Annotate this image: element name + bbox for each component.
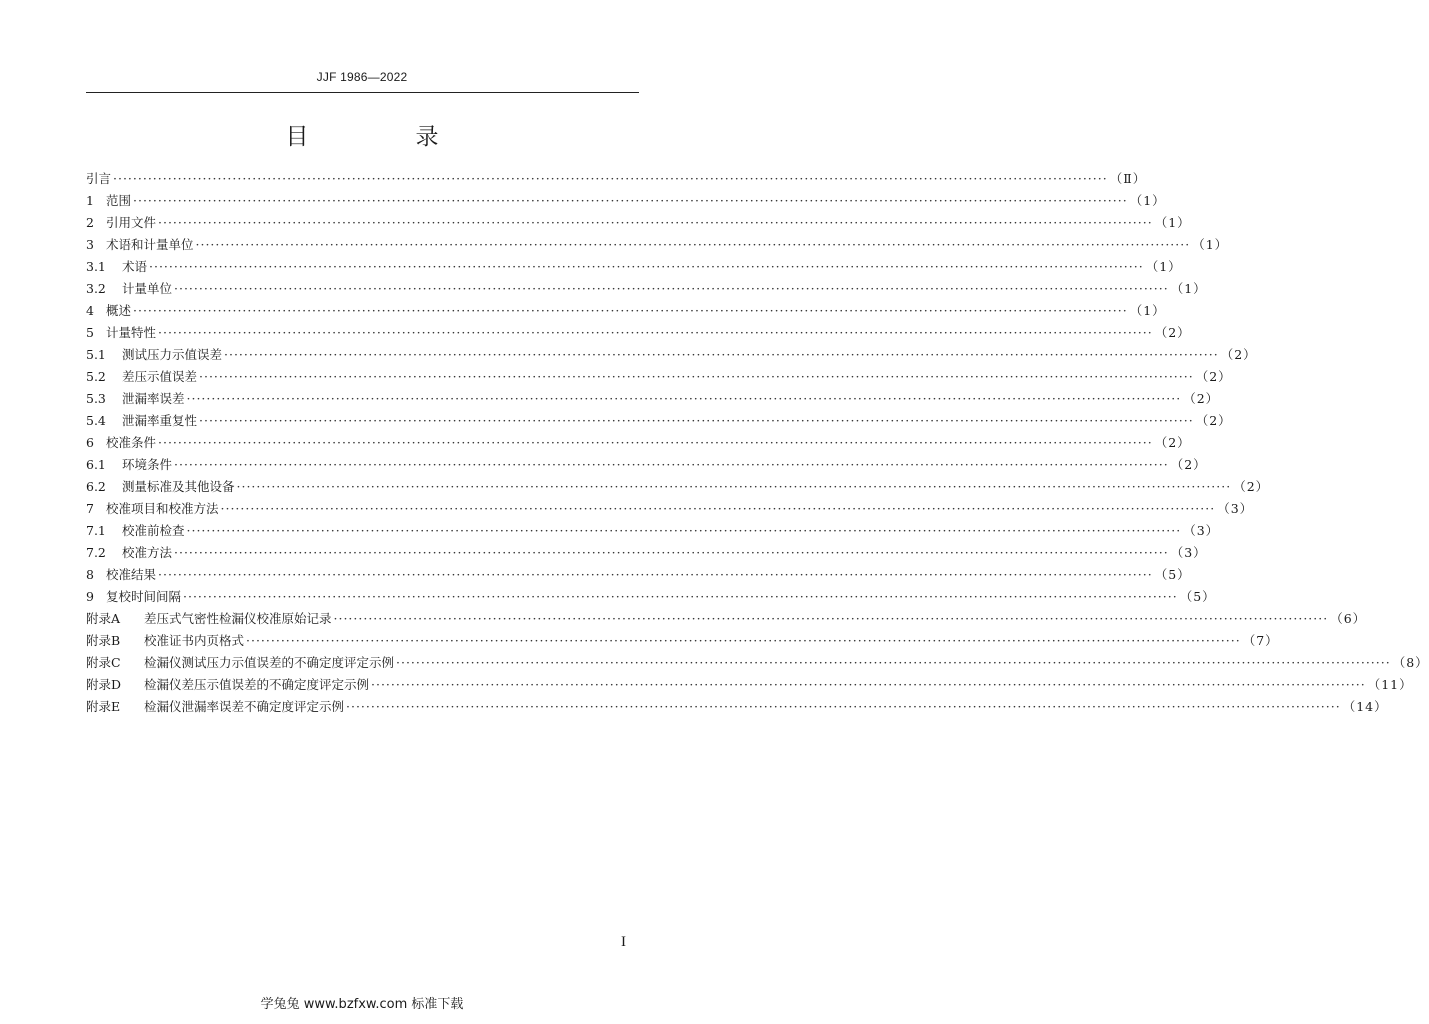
toc-entry[interactable] xyxy=(86,542,1207,564)
toc-entry-title: 差压式气密性检漏仪校准原始记录 xyxy=(144,611,332,626)
toc-entry-number: 3.1 xyxy=(86,259,106,274)
toc-dot-leader: ········································································································································································································ xyxy=(158,435,1153,450)
toc-entry-page: （3） xyxy=(1170,545,1207,560)
toc-entry-title: 检漏仪差压示值误差的不确定度评定示例 xyxy=(144,677,370,692)
toc-dot-leader: ········································································································································································································ xyxy=(186,391,1182,406)
toc-entry-number: 5.3 xyxy=(86,391,106,406)
toc-dot-leader: ········································································································································································································ xyxy=(195,237,1191,252)
toc-entry-title: 引言 xyxy=(86,171,112,186)
table-of-contents xyxy=(86,168,1429,718)
toc-entry-title: 检漏仪测试压力示值误差的不确定度评定示例 xyxy=(144,655,395,670)
toc-entry-number: 5.1 xyxy=(86,347,106,362)
toc-entry-page: （3） xyxy=(1217,501,1254,516)
toc-entry-page: （1） xyxy=(1129,303,1166,318)
toc-entry-title: 差压示值误差 xyxy=(122,369,198,384)
toc-dot-leader: ········································································································································································································ xyxy=(149,259,1144,274)
toc-entry-page: （1） xyxy=(1170,281,1207,296)
toc-dot-leader: ········································································································································································································ xyxy=(333,611,1329,626)
toc-entry-title: 复校时间间隔 xyxy=(106,589,182,604)
toc-entry-page: （Ⅱ） xyxy=(1109,171,1147,186)
toc-entry-number: 附录C xyxy=(86,655,121,670)
toc-entry-number: 附录B xyxy=(86,633,121,648)
toc-entry-title: 术语 xyxy=(122,259,148,274)
toc-dot-leader: ········································································································································································································ xyxy=(158,567,1153,582)
toc-dot-leader: ········································································································································································································ xyxy=(346,699,1341,714)
toc-entry-number: 附录D xyxy=(86,677,122,692)
toc-entry-number: 6.1 xyxy=(86,457,106,472)
toc-dot-leader: ········································································································································································································ xyxy=(174,545,1169,560)
toc-entry-number: 7.2 xyxy=(86,545,106,560)
toc-entry-number: 2 xyxy=(86,215,94,230)
page-number: I xyxy=(621,934,626,950)
toc-dot-leader: ········································································································································································································ xyxy=(133,193,1128,208)
toc-entry[interactable] xyxy=(86,300,1166,322)
toc-entry-page: （2） xyxy=(1154,435,1191,450)
toc-entry[interactable] xyxy=(86,190,1166,212)
page-title: 目 录 xyxy=(285,124,481,150)
toc-entry[interactable] xyxy=(86,234,1229,256)
toc-entry-title: 引用文件 xyxy=(106,215,157,230)
toc-entry-title: 校准证书内页格式 xyxy=(144,633,245,648)
toc-dot-leader: ········································································································································································································ xyxy=(133,303,1128,318)
toc-entry-page: （5） xyxy=(1179,589,1216,604)
toc-dot-leader: ········································································································································································································ xyxy=(158,325,1153,340)
toc-entry-page: （7） xyxy=(1242,633,1279,648)
toc-entry-title: 环境条件 xyxy=(122,457,173,472)
toc-entry[interactable] xyxy=(86,256,1182,278)
toc-entry-title: 泄漏率误差 xyxy=(122,391,185,406)
toc-entry[interactable] xyxy=(86,476,1270,498)
toc-entry[interactable] xyxy=(86,608,1367,630)
toc-entry[interactable] xyxy=(86,344,1257,366)
toc-entry-title: 校准方法 xyxy=(122,545,173,560)
toc-entry-page: （3） xyxy=(1183,523,1220,538)
toc-entry-page: （6） xyxy=(1330,611,1367,626)
toc-entry-page: （1） xyxy=(1145,259,1182,274)
toc-entry-title: 校准条件 xyxy=(106,435,157,450)
toc-entry[interactable] xyxy=(86,630,1279,652)
toc-entry[interactable] xyxy=(86,498,1254,520)
toc-entry[interactable] xyxy=(86,520,1220,542)
toc-entry-title: 概述 xyxy=(106,303,132,318)
toc-entry-page: （5） xyxy=(1154,567,1191,582)
toc-entry-number: 5.4 xyxy=(86,413,106,428)
toc-dot-leader: ········································································································································································································ xyxy=(158,215,1153,230)
toc-entry[interactable] xyxy=(86,696,1388,718)
toc-entry-number: 4 xyxy=(86,303,94,318)
toc-entry[interactable] xyxy=(86,366,1232,388)
toc-entry-title: 术语和计量单位 xyxy=(106,237,194,252)
toc-entry-page: （2） xyxy=(1220,347,1257,362)
toc-entry-page: （1） xyxy=(1129,193,1166,208)
toc-entry-number: 5.2 xyxy=(86,369,106,384)
toc-entry-page: （2） xyxy=(1183,391,1220,406)
toc-entry-page: （11） xyxy=(1367,677,1413,692)
watermark-footer: 学兔兔 www.bzfxw.com 标准下载 xyxy=(260,997,464,1012)
toc-entry[interactable] xyxy=(86,652,1429,674)
toc-dot-leader: ········································································································································································································ xyxy=(246,633,1241,648)
toc-entry[interactable] xyxy=(86,586,1216,608)
toc-dot-leader: ········································································································································································································ xyxy=(236,479,1232,494)
toc-entry-number: 5 xyxy=(86,325,94,340)
toc-dot-leader: ········································································································································································································ xyxy=(220,501,1216,516)
toc-entry-title: 检漏仪泄漏率误差不确定度评定示例 xyxy=(144,699,345,714)
toc-entry-title: 校准结果 xyxy=(106,567,157,582)
toc-entry-page: （2） xyxy=(1195,369,1232,384)
toc-entry[interactable] xyxy=(86,168,1147,190)
toc-entry-page: （2） xyxy=(1154,325,1191,340)
toc-entry[interactable] xyxy=(86,388,1220,410)
toc-entry-title: 计量单位 xyxy=(122,281,173,296)
toc-entry-number: 7.1 xyxy=(86,523,106,538)
toc-entry-number: 附录E xyxy=(86,699,121,714)
toc-dot-leader: ········································································································································································································ xyxy=(113,171,1108,186)
toc-entry-page: （2） xyxy=(1233,479,1270,494)
toc-entry-title: 校准前检查 xyxy=(122,523,185,538)
toc-entry-number: 9 xyxy=(86,589,94,604)
toc-entry-title: 计量特性 xyxy=(106,325,157,340)
toc-dot-leader: ········································································································································································································ xyxy=(371,677,1366,692)
toc-entry[interactable] xyxy=(86,564,1191,586)
toc-entry-page: （1） xyxy=(1192,237,1229,252)
toc-entry-title: 测试压力示值误差 xyxy=(122,347,223,362)
toc-entry-number: 3.2 xyxy=(86,281,106,296)
toc-entry[interactable] xyxy=(86,322,1191,344)
toc-entry[interactable] xyxy=(86,674,1413,696)
toc-dot-leader: ········································································································································································································ xyxy=(174,281,1169,296)
toc-entry-number: 6.2 xyxy=(86,479,106,494)
toc-entry-number: 附录A xyxy=(86,611,121,626)
toc-dot-leader: ········································································································································································································ xyxy=(186,523,1182,538)
toc-entry-number: 8 xyxy=(86,567,94,582)
toc-entry-number: 6 xyxy=(86,435,94,450)
toc-entry-page: （14） xyxy=(1342,699,1388,714)
toc-dot-leader: ········································································································································································································ xyxy=(199,369,1194,384)
toc-entry-page: （2） xyxy=(1170,457,1207,472)
toc-entry-page: （8） xyxy=(1392,655,1429,670)
toc-entry[interactable] xyxy=(86,410,1232,432)
toc-entry-title: 测量标准及其他设备 xyxy=(122,479,235,494)
toc-dot-leader: ········································································································································································································ xyxy=(183,589,1178,604)
document-code: JJF 1986—2022 xyxy=(316,70,408,84)
toc-dot-leader: ········································································································································································································ xyxy=(199,413,1194,428)
toc-entry-title: 范围 xyxy=(106,193,132,208)
toc-dot-leader: ········································································································································································································ xyxy=(224,347,1219,362)
toc-entry-title: 泄漏率重复性 xyxy=(122,413,198,428)
toc-entry[interactable] xyxy=(86,212,1191,234)
toc-entry-number: 7 xyxy=(86,501,94,516)
toc-entry[interactable] xyxy=(86,454,1207,476)
toc-entry-number: 3 xyxy=(86,237,94,252)
header-rule xyxy=(86,92,639,93)
toc-entry[interactable] xyxy=(86,278,1207,300)
toc-dot-leader: ········································································································································································································ xyxy=(396,655,1391,670)
toc-entry-page: （1） xyxy=(1154,215,1191,230)
toc-entry[interactable] xyxy=(86,432,1191,454)
toc-entry-page: （2） xyxy=(1195,413,1232,428)
toc-entry-number: 1 xyxy=(86,193,94,208)
toc-entry-title: 校准项目和校准方法 xyxy=(106,501,219,516)
toc-dot-leader: ········································································································································································································ xyxy=(174,457,1169,472)
